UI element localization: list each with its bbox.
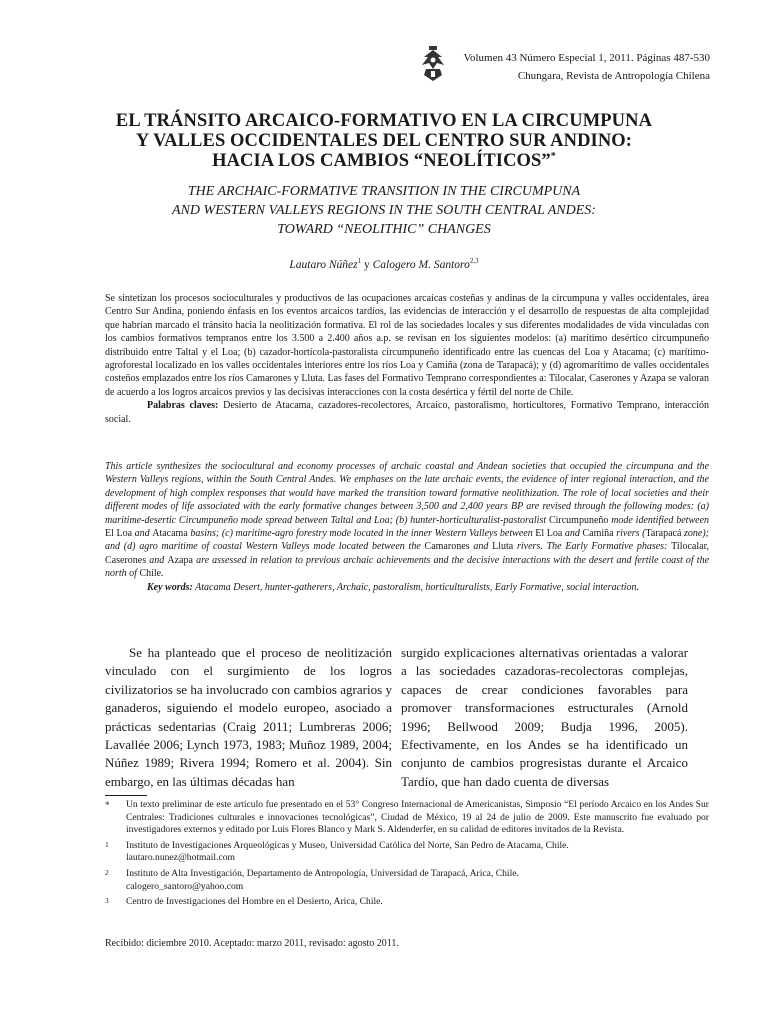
- title-line: Y VALLES OCCIDENTALES DEL CENTRO SUR ANDINO:: [135, 131, 633, 151]
- author-name: Calogero M. Santoro: [372, 258, 470, 271]
- affiliation-text: Instituto de Alta Investigación, Departamento de Antropología, Universidad de Tarapacá, Arica, Chile.: [126, 867, 519, 879]
- title-line: HACIA LOS CAMBIOS “NEOLÍTICOS”*: [212, 150, 556, 171]
- footnote-text: Un texto preliminar de este artículo fue presentado en el 53° Congreso Internacional de Americanistas, Simposio “El período Arcaico en los Andes Sur Centrales: Tradiciones culturales e innovaciones tecnológicas”, Ciudad de México, 19 al 24 de julio de 2009. Este manuscrito fue evaluado por investigadores externos y editado por Luis Flores Blanco y Mark S. Aldenderfer, en su calidad de editores invitados de la Revista.: [126, 799, 709, 836]
- body-column-right: surgido explicaciones alternativas orientadas a valorar a las sociedades cazadoras-recolectoras complejas, capaces de crear condiciones favorables para promover transformaciones estructurales (Arnold 1996; Bellwood 2009; Budja 1996, 2005). Efectivamente, en los Andes se ha identificado un conjunto de cambios progresistas durante el Arcaico Tardío, que han dado cuenta de diversas: [401, 645, 688, 789]
- title-line: THE ARCHAIC-FORMATIVE TRANSITION IN THE CIRCUMPUNA: [187, 184, 581, 199]
- journal-header: [420, 45, 710, 85]
- title-line: EL TRÁNSITO ARCAICO-FORMATIVO EN LA CIRCUMPUNA: [115, 111, 653, 131]
- abstract-spanish: [105, 292, 709, 426]
- author-conjunction: y: [364, 258, 370, 271]
- footnote-ref[interactable]: *: [550, 150, 556, 162]
- affiliation-text: Instituto de Investigaciones Arqueológicas y Museo, Universidad Católica del Norte, San Pedro de Atacama, Chile.: [126, 839, 569, 851]
- footnote-mark: 2: [105, 867, 109, 877]
- journal-name: Chungara, Revista de Antropología Chilena: [517, 70, 710, 82]
- affiliation-ref[interactable]: 2,3: [469, 257, 479, 265]
- email-link[interactable]: calogero_santoro@yahoo.com: [126, 880, 244, 892]
- keywords-label: Key words:: [147, 581, 193, 593]
- keywords: [105, 399, 709, 426]
- affiliation-text: Centro de Investigaciones del Hombre en el Desierto, Arica, Chile.: [126, 896, 383, 908]
- footnotes: [105, 799, 709, 912]
- citation-line: Volumen 43 Número Especial 1, 2011. Páginas 487-530: [463, 52, 710, 64]
- title-line: AND WESTERN VALLEYS REGIONS IN THE SOUTH CENTRAL ANDES:: [172, 203, 596, 218]
- keywords-label: Palabras claves:: [147, 400, 219, 412]
- footnote-divider: [105, 795, 147, 796]
- footnote-mark: *: [105, 800, 110, 810]
- footnote: [105, 868, 709, 893]
- journal-emblem-icon: [420, 45, 446, 83]
- email-link[interactable]: lautaro.nunez@hotmail.com: [126, 852, 236, 864]
- keywords: [105, 581, 709, 594]
- author-line: [60, 254, 708, 272]
- affiliation-ref[interactable]: 1: [357, 257, 362, 265]
- abstract-text: This article synthesizes the sociocultural and economy processes of archaic coastal and Andean societies that occupied the circumpuna and the Western Valleys regions, within the South Central Andes. We emphases on the late archaic events, the evidence of inter regional interaction, and the development of high complex responses that would have marked the transition toward formative neolithization. The role of local societies and their different modes of life associated with the early formative changes between 3,500 and 2,400 years BP are revised through the following modes: (a) maritime-desertic Circumpuneño mode spread between Taltal and Loa; (b) hunter-horticulturalist-pastoralist Circumpuneño mode identified between El Loa and Atacama basins; (c) maritime-agro forestry mode located in the inner Western Valleys between El Loa and Camiña rivers (Tarapacá zone); and (d) agro maritime of coastal Western Valleys mode located between the Camarones and Lluta rivers. The Early Formative phases: Tilocalar, Caserones and Azapa are assessed in relation to previous archaic achievements and the decisive interactions with the desert and fertile coast of the north of Chile.: [105, 461, 710, 580]
- title-english: [60, 182, 708, 239]
- keywords-list: Atacama Desert, hunter-gatherers, Archaic, pastoralism, horticulturalists, Early Formative, social interaction.: [195, 581, 640, 593]
- title-spanish: [60, 111, 708, 171]
- footnote: [105, 896, 709, 909]
- title-line: TOWARD “NEOLITHIC” CHANGES: [277, 222, 491, 237]
- abstract-text: Se sintetizan los procesos socioculturales y productivos de las ocupaciones arcaicas costeñas y andinas de la circumpuna y valles occidentales, área Centro Sur Andina, poniendo énfasis en los eventos arcaicos tardíos, las evidencias de interacción y el desarrollo de respuestas de alta complejidad que habrían marcado el tránsito hacia la neolitización formativa. El rol de las sociedades locales y sus diferentes modalidades de vida vinculadas con los cambios formativos tempranos entre los 3.500 a 2.400 años a.p. se revisan en los siguientes modelos: (a) marítimo desértico circumpuneño distribuido entre Taltal y el Loa; (b) cazador-hortícola-pastoralista circumpuneño identificado entre las cuencas del Loa y Atacama; (c) marítimo-agroforestal localizado en los valles occidentales interiores entre los ríos Loa y Camiña (zona de Tarapacá); y (d) agromarítimo de valles occidentales costeños emplazados entre los ríos Camarones y Lluta. Las fases del Formativo Temprano correspondientes a: Tilocalar, Caserones y Azapa se valoran de acuerdo a los logros arcaicos previos y las decisivas interacciones con la costa desértica y fértil del norte de Chile.: [105, 293, 709, 398]
- footnote-mark: 1: [105, 839, 109, 849]
- footnote: [105, 840, 709, 865]
- body-column-left: Se ha planteado que el proceso de neolitización vinculado con el surgimiento de los logros civilizatorios se ha involucrado con cambios agrarios y ganaderos, siguiendo el modelo europeo, asociado a prácticas sedentarias (Craig 2011; Lumbreras 2006; Lavallée 2006; Lynch 1973, 1983; Muñoz 1989, 2004; Núñez 1989; Rivera 1994; Romero et al. 2004). Sin embargo, en las últimas décadas han: [105, 645, 392, 789]
- footnote-mark: 3: [105, 896, 109, 906]
- footnote: [105, 799, 709, 837]
- abstract-english: [105, 460, 709, 594]
- author-name: Lautaro Núñez: [289, 258, 358, 271]
- keywords-list: Desierto de Atacama, cazadores-recolectores, Arcaico, pastoralismo, horticultores, Formativo Temprano, interacción social.: [105, 400, 710, 425]
- received-dates: Recibido: diciembre 2010. Aceptado: marzo 2011, revisado: agosto 2011.: [105, 938, 399, 949]
